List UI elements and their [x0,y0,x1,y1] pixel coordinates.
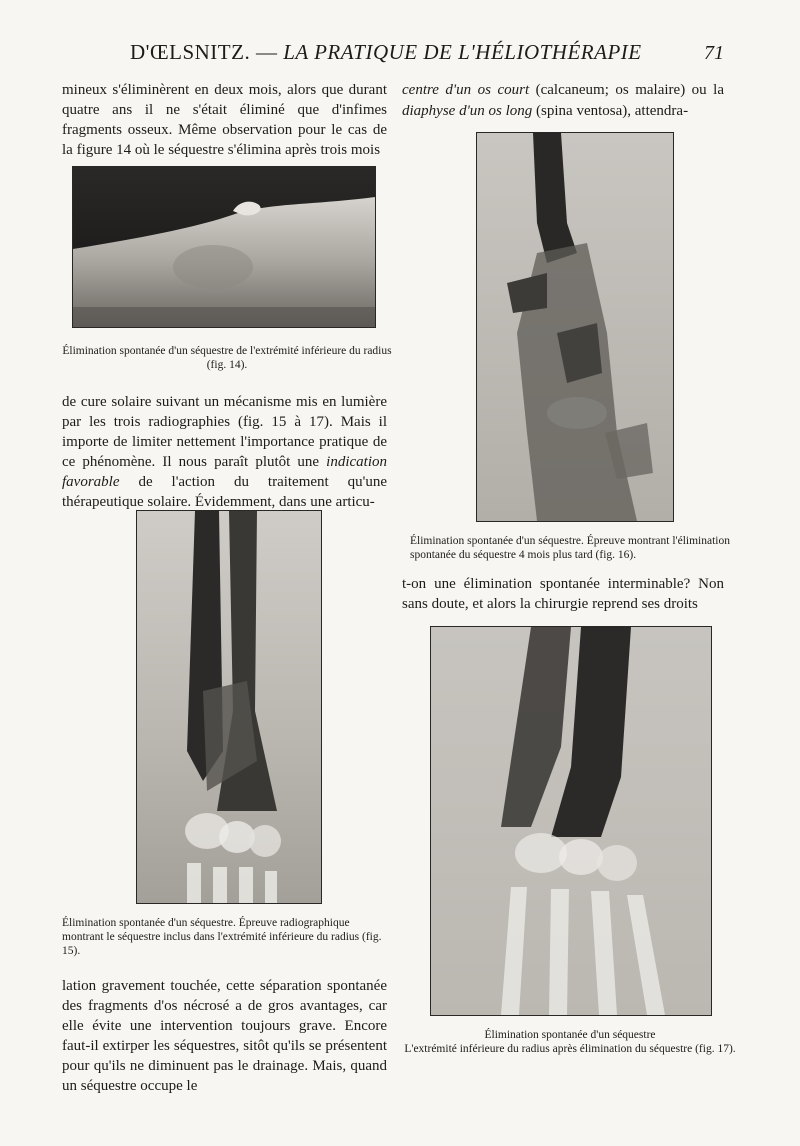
right-paragraph-2: t-on une élimination spontanée interminable? Non sans doute, et alors la chirurgie reprend ses droits [402,576,724,612]
header-dash: — [255,40,278,64]
header-title: LA PRATIQUE DE L'HÉLIOTHÉRAPIE [283,40,642,64]
figure-17-caption-line-2: L'extrémité inférieure du radius après élimination du séquestre (fig. 17). [404,1043,736,1055]
header-author: D'ŒLSNITZ. [130,40,251,64]
running-header [130,40,642,65]
left-paragraph-2: de cure solaire suivant un mécanisme mis en lumière par les trois radiographies (fig. 15 à 17). Mais il importe de limiter nettement l'importance pratique de ce phénomène. Il nous paraît plutôt une indication favorable de l'action du traitement qu'une thérapeutique solaire. Évidemment, dans une articu- [62,394,387,510]
right-paragraph-1: centre d'un os court (calcaneum; os malaire) ou la diaphyse d'un os long (spina ventosa), attendra- [402,82,724,119]
figure-14-caption: Élimination spontanée d'un séquestre de l'extrémité inférieure du radius (fig. 14). [62,345,392,371]
page-number: 71 [704,42,724,64]
left-paragraph-1: mineux s'éliminèrent en deux mois, alors que durant quatre ans il ne s'était éliminé que d'infimes fragments osseux. Même observation pour le cas de la figure 14 où le séquestre s'élimina après trois mois [62,82,387,158]
figure-15-radiograph [136,510,322,904]
figure-15-caption: Élimination spontanée d'un séquestre. Épreuve radiographique montrant le séquestre inclus dans l'extrémité inférieure du radius (fig. 15). [62,917,382,957]
figure-16-caption: Élimination spontanée d'un séquestre. Épreuve montrant l'élimination spontanée du séquestre 4 mois plus tard (fig. 16). [410,535,730,561]
figure-17-caption-line-1: Élimination spontanée d'un séquestre [484,1029,656,1041]
left-paragraph-3: lation gravement touchée, cette séparation spontanée des fragments d'os nécrosé a de gros avantages, car elle évite une intervention toujours grave. Encore faut-il extirper les séquestres, sitôt qu'ils se présentent pour qu'ils ne diminuent pas le drainage. Mais, quand un séquestre occupe le [62,978,387,1094]
figure-17-radiograph [430,626,712,1016]
figure-17-caption [400,1028,740,1056]
figure-14-photo [72,166,376,328]
figure-16-radiograph [476,132,674,522]
